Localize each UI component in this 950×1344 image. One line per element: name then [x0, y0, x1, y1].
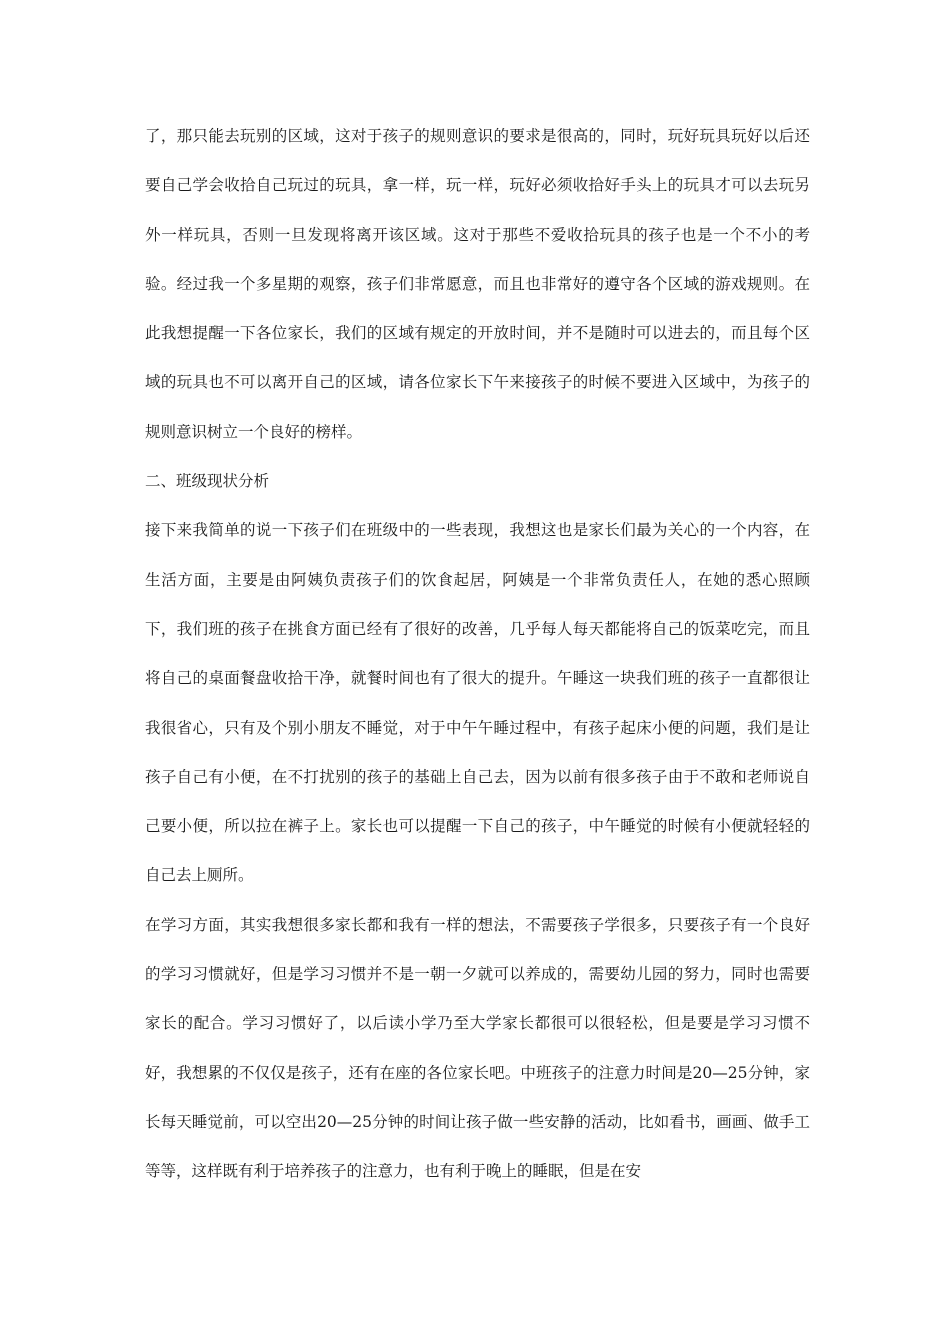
paragraph-area-rules: 了，那只能去玩别的区域，这对于孩子的规则意识的要求是很高的，同时，玩好玩具玩好以后还要自己学会收拾自己玩过的玩具，拿一样，玩一样，玩好必须收拾好手头上的玩具才可以去玩另外一样玩具，否则一旦发现将离开该区域。这对于那些不爱收拾玩具的孩子也是一个不小的考验。经过我一个多星期的观察，孩子们非常愿意，而且也非常好的遵守各个区域的游戏规则。在此我想提醒一下各位家长，我们的区域有规定的开放时间，并不是随时可以进去的，而且每个区域的玩具也不可以离开自己的区域，请各位家长下午来接孩子的时候不要进入区域中，为孩子的规则意识树立一个良好的榜样。 [145, 127, 810, 441]
paragraph-daily-life: 接下来我简单的说一下孩子们在班级中的一些表现，我想这也是家长们最为关心的一个内容，在生活方面，主要是由阿姨负责孩子们的饮食起居，阿姨是一个非常负责任人，在她的悉心照顾下，我们班的孩子在挑食方面已经有了很好的改善，几乎每人每天都能将自己的饭菜吃完，而且将自己的桌面餐盘收拾干净，就餐时间也有了很大的提升。午睡这一块我们班的孩子一直都很让我很省心，只有及个别小朋友不睡觉，对于中午午睡过程中，有孩子起床小便的问题，我们是让孩子自己有小便，在不打扰别的孩子的基础上自己去，因为以前有很多孩子由于不敢和老师说自己要小便，所以拉在裤子上。家长也可以提醒一下自己的孩子，中午睡觉的时候有小便就轻轻的自己去上厕所。 [145, 521, 810, 885]
section-heading-class-status: 二、班级现状分析 [145, 472, 270, 491]
paragraph-study-habits: 在学习方面，其实我想很多家长都和我有一样的想法，不需要孩子学很多，只要孩子有一个良好的学习习惯就好，但是学习习惯并不是一朝一夕就可以养成的，需要幼儿园的努力，同时也需要家长的配合。学习习惯好了，以后读小学乃至大学家长都很可以很轻松，但是要是学习习惯不好，我想累的不仅仅是孩子，还有在座的各位家长吧。中班孩子的注意力时间是20—25分钟，家长每天睡觉前，可以空出20—25分钟的时间让孩子做一些安静的活动，比如看书，画画、做手工等等，这样既有利于培养孩子的注意力，也有利于晚上的睡眠，但是在安 [145, 915, 810, 1181]
document-body [145, 112, 810, 1197]
